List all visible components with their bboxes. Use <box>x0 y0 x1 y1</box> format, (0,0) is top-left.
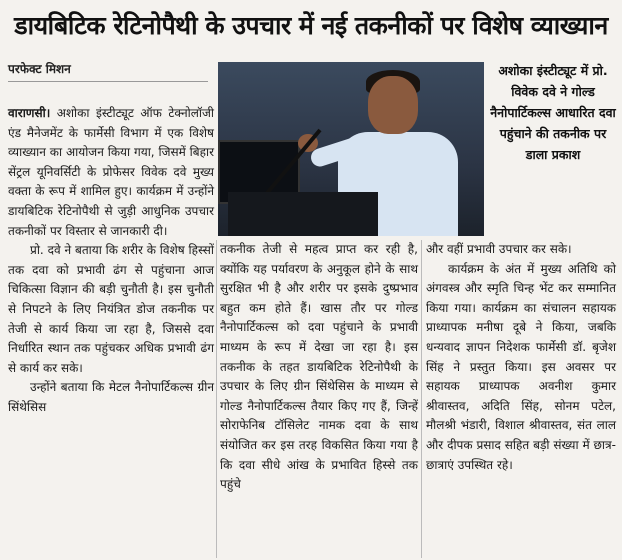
dateline: वाराणसी। <box>8 106 51 120</box>
article-paragraph: कार्यक्रम के अंत में मुख्य अतिथि को अंगवस्त्र और स्मृति चिन्ह भेंट कर सम्मानित किया गया। कार्यक्रम का संचालन सहायक प्राध्यापक मनीषा दूबे ने किया, जबकि धन्यवाद ज्ञापन निदेशक फार्मेसी डॉ. बृजेश सिंह ने प्रस्तुत किया। इस अवसर पर सहायक प्राध्यापक अवनीश कुमार श्रीवास्तव, अदिति सिंह, सोनम पटेल, मौलश्री भंडारी, विशाल श्रीवास्तव, संत लाल और दीपक प्रसाद सहित बड़ी संख्या में छात्र-छात्राएं उपस्थित रहे। <box>426 261 616 472</box>
speaker-head <box>368 76 418 134</box>
podium <box>228 192 378 236</box>
article-paragraph: उन्होंने बताया कि मेटल नैनोपार्टिकल्स ग्रीन सिंथेसिस <box>8 380 214 414</box>
column-divider <box>216 240 217 558</box>
article-paragraph: प्रो. दवे ने बताया कि शरीर के विशेष हिस्सों तक दवा को प्रभावी ढंग से पहुंचाना आज चिकित्सा विज्ञान की बड़ी चुनौती है। इस चुनौती से निपटने के लिए नियंत्रित डोज तकनीक पर तेजी से कार्य किया जा रहा है, जिससे दवा निर्धारित स्थान तक पहुंचकर अधिक प्रभावी ढंग से कार्य कर सके। <box>8 243 214 375</box>
news-photo <box>218 62 484 236</box>
paragraph-text: अशोका इंस्टीट्यूट ऑफ टेक्नोलॉजी एंड मैनेजमेंट के फार्मेसी विभाग में एक विशेष व्याख्यान का आयोजन किया गया, जिसमें बिहार सेंट्रल यूनिवर्सिटी के प्रोफेसर विवेक दवे मुख्य वक्ता के रूप में शामिल हुए। कार्यक्रम में उन्होंने डायबिटिक रेटिनोपैथी से जुड़ी आधुनिक उपचार तकनीकों पर विस्तार से जानकारी दी। <box>8 106 214 238</box>
article-paragraph: तकनीक तेजी से महत्व प्राप्त कर रही है, क्योंकि यह पर्यावरण के अनुकूल होने के साथ सुरक्षित भी है और शरीर पर इसके दुष्प्रभाव बहुत कम होते हैं। खास तौर पर गोल्ड नैनोपार्टिकल्स को दवा पहुंचाने के प्रभावी माध्यम के रूप में देखा जा रहा है। इस तकनीक के तहत डायबिटिक रेटिनोपैथी के उपचार के लिए ग्रीन सिंथेसिस के माध्यम से गोल्ड नैनोपार्टिकल्स तैयार किए गए हैं, जिन्हें सोराफेनिब टॉसिलेट नामक दवा के साथ संयोजित कर इस तरह विकसित किया गया है कि दवा सीधे आंख के प्रभावित हिस्से तक पहुंचे <box>220 242 418 492</box>
byline: परफेक्ट मिशन <box>8 60 208 82</box>
article-paragraph: और वहीं प्रभावी उपचार कर सके। <box>426 242 572 256</box>
article-column-3 <box>426 240 616 558</box>
headline: डायबिटिक रेटिनोपैथी के उपचार में नई तकनीकों पर विशेष व्याख्यान <box>14 11 608 40</box>
article-paragraph <box>8 104 214 241</box>
column-divider <box>421 240 422 558</box>
article-column-1 <box>8 104 214 556</box>
photo-caption: अशोका इंस्टीट्यूट में प्रो. विवेक दवे ने गोल्ड नैनोपार्टिकल्स आधारित दवा पहुंचाने की तकनीक पर डाला प्रकाश <box>490 63 616 162</box>
article-column-2 <box>220 240 418 558</box>
